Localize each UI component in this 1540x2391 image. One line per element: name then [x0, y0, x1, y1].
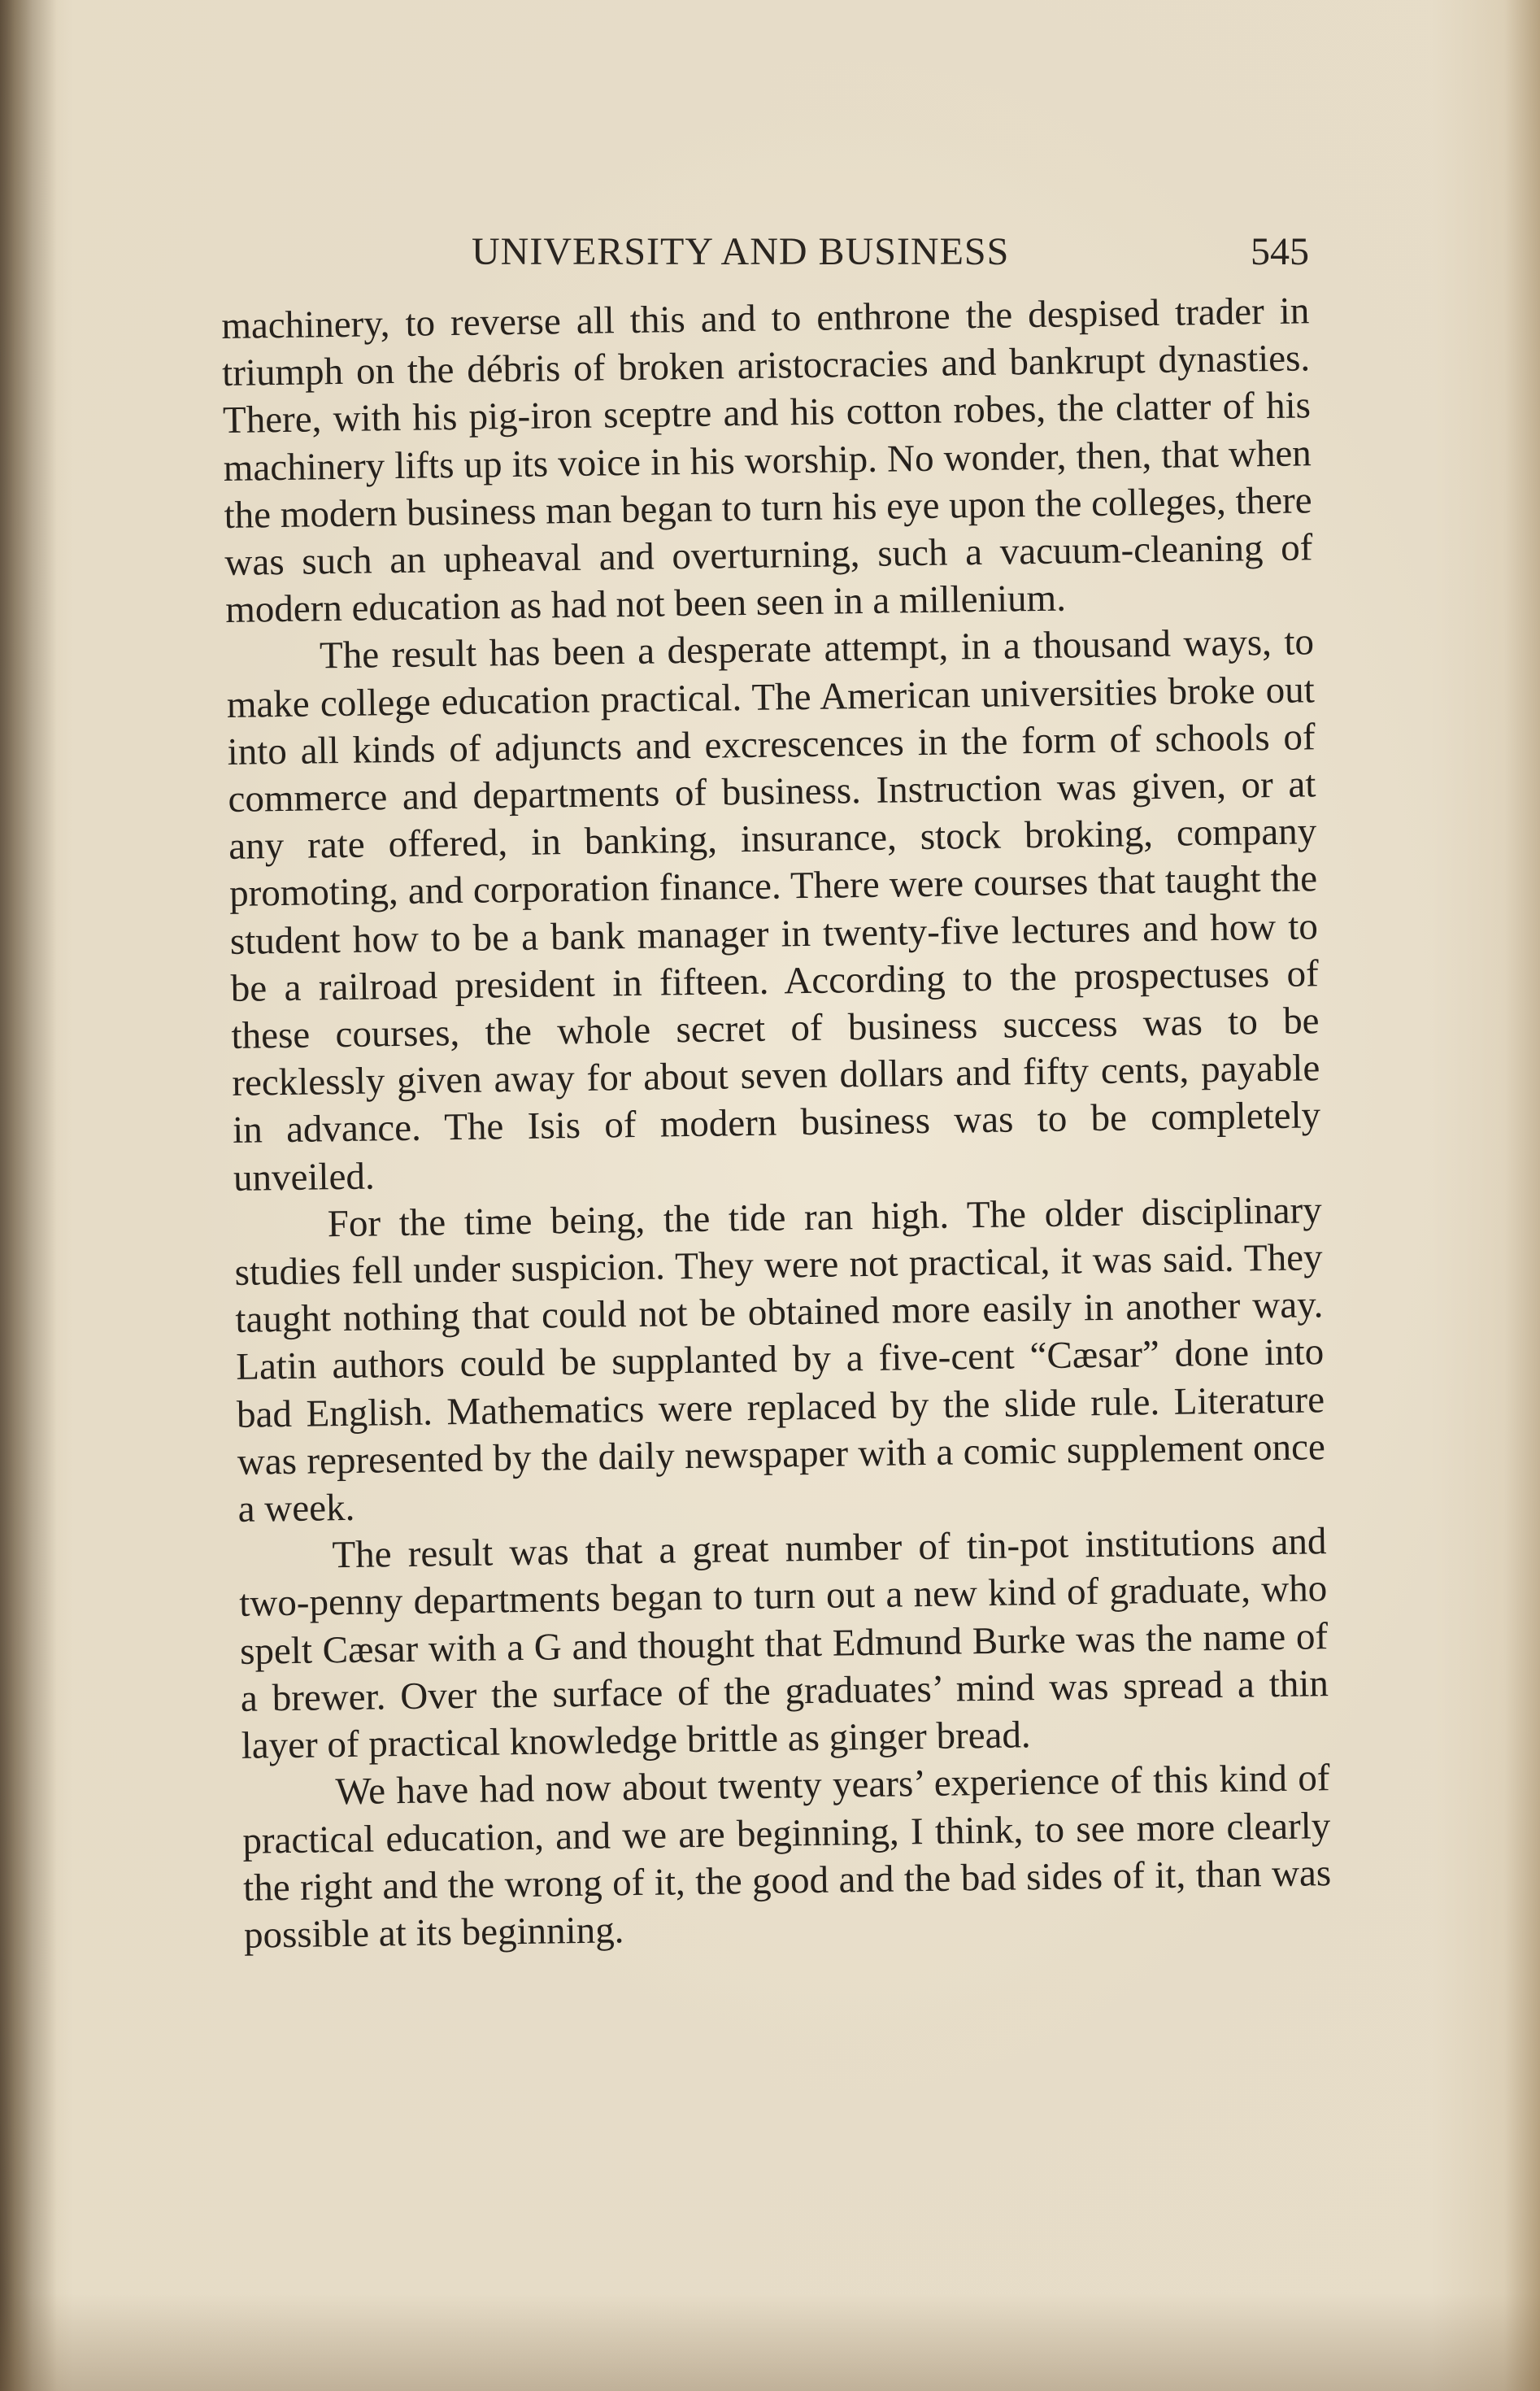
paragraph: For the time being, the tide ran high. The older disciplinary studies fell under suspicion. They were not practical, it was said. They taught nothing that could not be obtained more easily in another way. Latin authors could be supplanted by a five-cent “Cæsar” done into bad English. Mathematics were replaced by the slide rule. Literature was represented by the daily newspaper with a comic supplement once a week. [234, 1189, 1326, 1531]
paragraph: machinery, to reverse all this and to enthrone the despised trader in triumph on the débris of broken aristocracies and bankrupt dynasties. There, with his pig-iron sceptre and his cotton robes, the clatter of his machinery lifts up its voice in his worship. No wonder, then, that when the modern business man began to turn his eye upon the colleges, there was such an upheaval and overturning, such a vacuum-cleaning of modern education as had not been seen in a millenium. [221, 290, 1313, 632]
body-text [221, 287, 1332, 1959]
paragraph: The result was that a great number of tin-pot institutions and two-penny departments began to turn out a new kind of graduate, who spelt Cæsar with a G and thought that Edmund Burke was the name of a brewer. Over the surface of the graduates’ mind was spread a thin layer of practical knowledge brittle as ginger bread. [238, 1520, 1329, 1767]
paragraph: We have had now about twenty years’ experience of this kind of practical education, and we are beginning, I think, to see more clearly the right and the wrong of it, the good and the bad sides of it, than was possible at its beginning. [242, 1757, 1332, 1957]
page-number: 545 [1251, 230, 1309, 273]
gutter-shadow [0, 0, 57, 2391]
page-header [472, 229, 1309, 286]
paragraph: The result has been a desperate attempt, in a thousand ways, to make college education practical. The American universities broke out into all kinds of adjuncts and excrescences in the form of schools of commerce and departments of business. Instruction was given, or at any rate offered, in banking, insurance, stock broking, company promoting, and corporation finance. There were courses that taught the student how to be a bank manager in twenty-five lectures and how to be a railroad president in fifteen. According to the prospectuses of these courses, the whole secret of business success was to be recklessly given away for about seven dollars and fifty cents, payable in advance. The Isis of modern business was to be completely unveiled. [226, 621, 1321, 1200]
page-edge-wear [0, 2293, 1540, 2391]
running-head: UNIVERSITY AND BUSINESS [472, 230, 1010, 273]
